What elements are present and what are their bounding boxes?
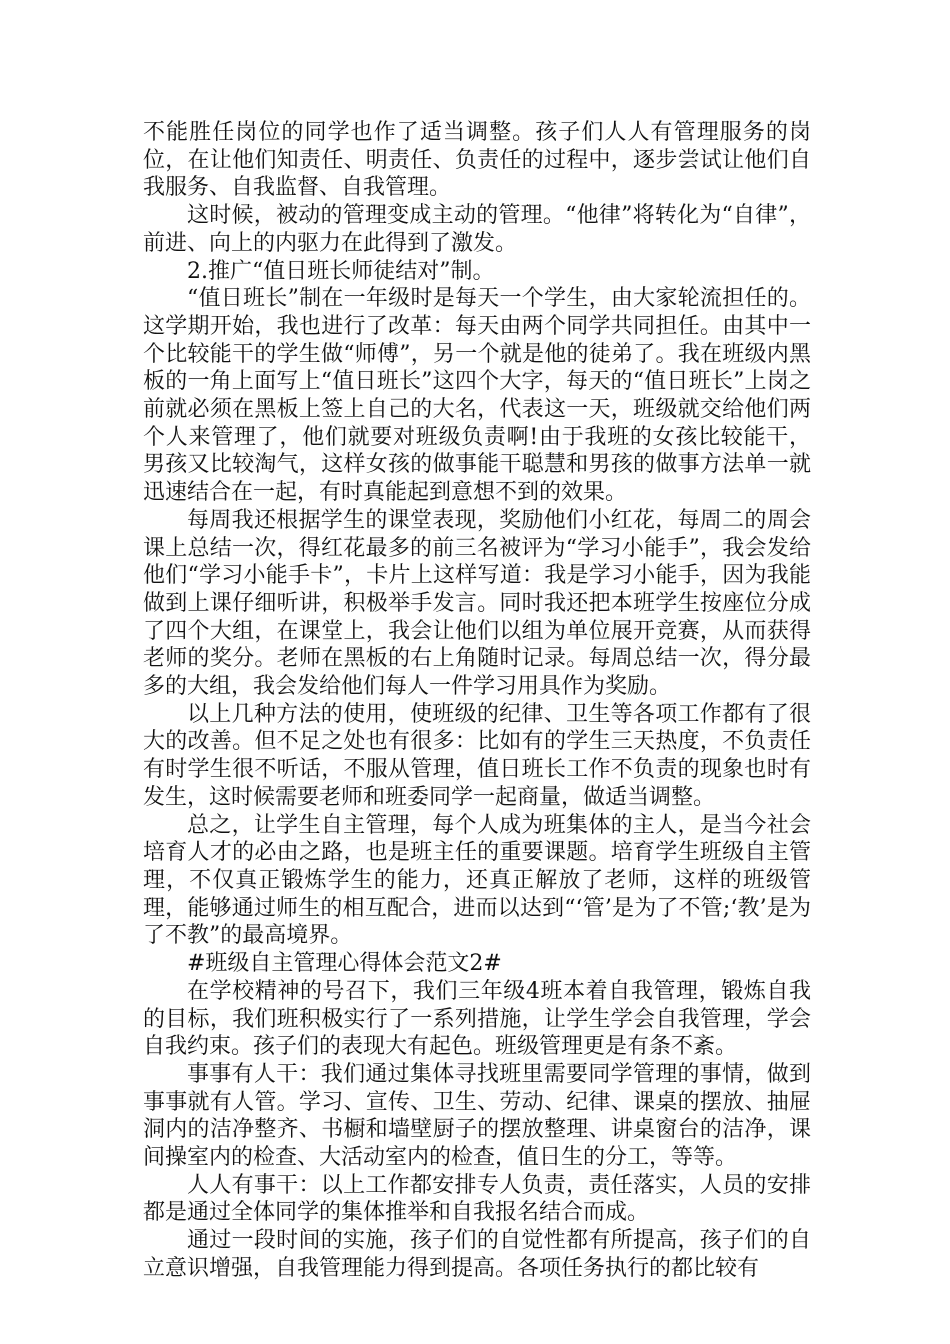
paragraph: 总之，让学生自主管理，每个人成为班集体的主人，是当今社会培育人才的必由之路，也是班主任的重要课题。培育学生班级自主管理，不仅真正锻炼学生的能力，还真正解放了老师，这样的班级管理，能够通过师生的相互配合，进而以达到“‘管’是为了不管;‘教’是为了不教”的最高境界。 <box>143 812 811 949</box>
paragraph: 在学校精神的号召下，我们三年级4班本着自我管理，锻炼自我的目标，我们班积极实行了一系列措施，让学生学会自我管理，学会自我约束。孩子们的表现大有起色。班级管理更是有条不紊。 <box>143 978 811 1060</box>
article-title: #班级自主管理心得体会范文2# <box>187 951 502 977</box>
paragraph: 这时候，被动的管理变成主动的管理。“他律”将转化为“自律”，前进、向上的内驱力在此得到了激发。 <box>143 203 811 256</box>
paragraph: 以上几种方法的使用，使班级的纪律、卫生等各项工作都有了很大的改善。但不足之处也有很多：比如有的学生三天热度，不负责任有时学生很不听话，不服从管理，值日班长工作不负责的现象也时有发生，这时候需要老师和班委同学一起商量，做适当调整。 <box>143 701 811 810</box>
paragraph: 每周我还根据学生的课堂表现，奖励他们小红花，每周二的周会课上总结一次，得红花最多的前三名被评为“学习小能手”，我会发给他们“学习小能手卡”，卡片上这样写道：我是学习小能手，因为我能做到上课仔细听讲，积极举手发言。同时我还把本班学生按座位分成了四个大组，在课堂上，我会让他们以组为单位展开竞赛，从而获得老师的奖分。老师在黑板的右上角随时记录。每周总结一次，得分最多的大组，我会发给他们每人一件学习用具作为奖励。 <box>143 507 811 700</box>
paragraph: 事事有人干：我们通过集体寻找班里需要同学管理的事情，做到事事就有人管。学习、宣传、卫生、劳动、纪律、课桌的摆放、抽屉洞内的洁净整齐、书橱和墙壁厨子的摆放整理、讲桌窗台的洁净，课间操室内的检查、大活动室内的检查，值日生的分工，等等。 <box>143 1061 811 1171</box>
section-heading: 2.推广“值日班长师徒结对”制。 <box>187 258 495 284</box>
paragraph: 通过一段时间的实施，孩子们的自觉性都有所提高，孩子们的自立意识增强，自我管理能力得到提高。各项任务执行的都比较有 <box>143 1228 811 1281</box>
paragraph: 人人有事干：以上工作都安排专人负责，责任落实，人员的安排都是通过全体同学的集体推举和自我报名结合而成。 <box>143 1172 811 1226</box>
document-page <box>143 119 811 1283</box>
paragraph-continued: 不能胜任岗位的同学也作了适当调整。孩子们人人有管理服务的岗位，在让他们知责任、明责任、负责任的过程中，逐步尝试让他们自我服务、自我监督、自我管理。 <box>143 120 811 201</box>
paragraph: “值日班长”制在一年级时是每天一个学生，由大家轮流担任的。这学期开始，我也进行了改革：每天由两个同学共同担任。由其中一个比较能干的学生做“师傅”，另一个就是他的徒弟了。我在班级内黑板的一角上面写上“值日班长”这四个大字，每天的“值日班长”上岗之前就必须在黑板上签上自己的大名，代表这一天，班级就交给他们两个人来管理了，他们就要对班级负责啊!由于我班的女孩比较能干，男孩又比较淘气，这样女孩的做事能干聪慧和男孩的做事方法单一就迅速结合在一起，有时真能起到意想不到的效果。 <box>143 286 811 506</box>
